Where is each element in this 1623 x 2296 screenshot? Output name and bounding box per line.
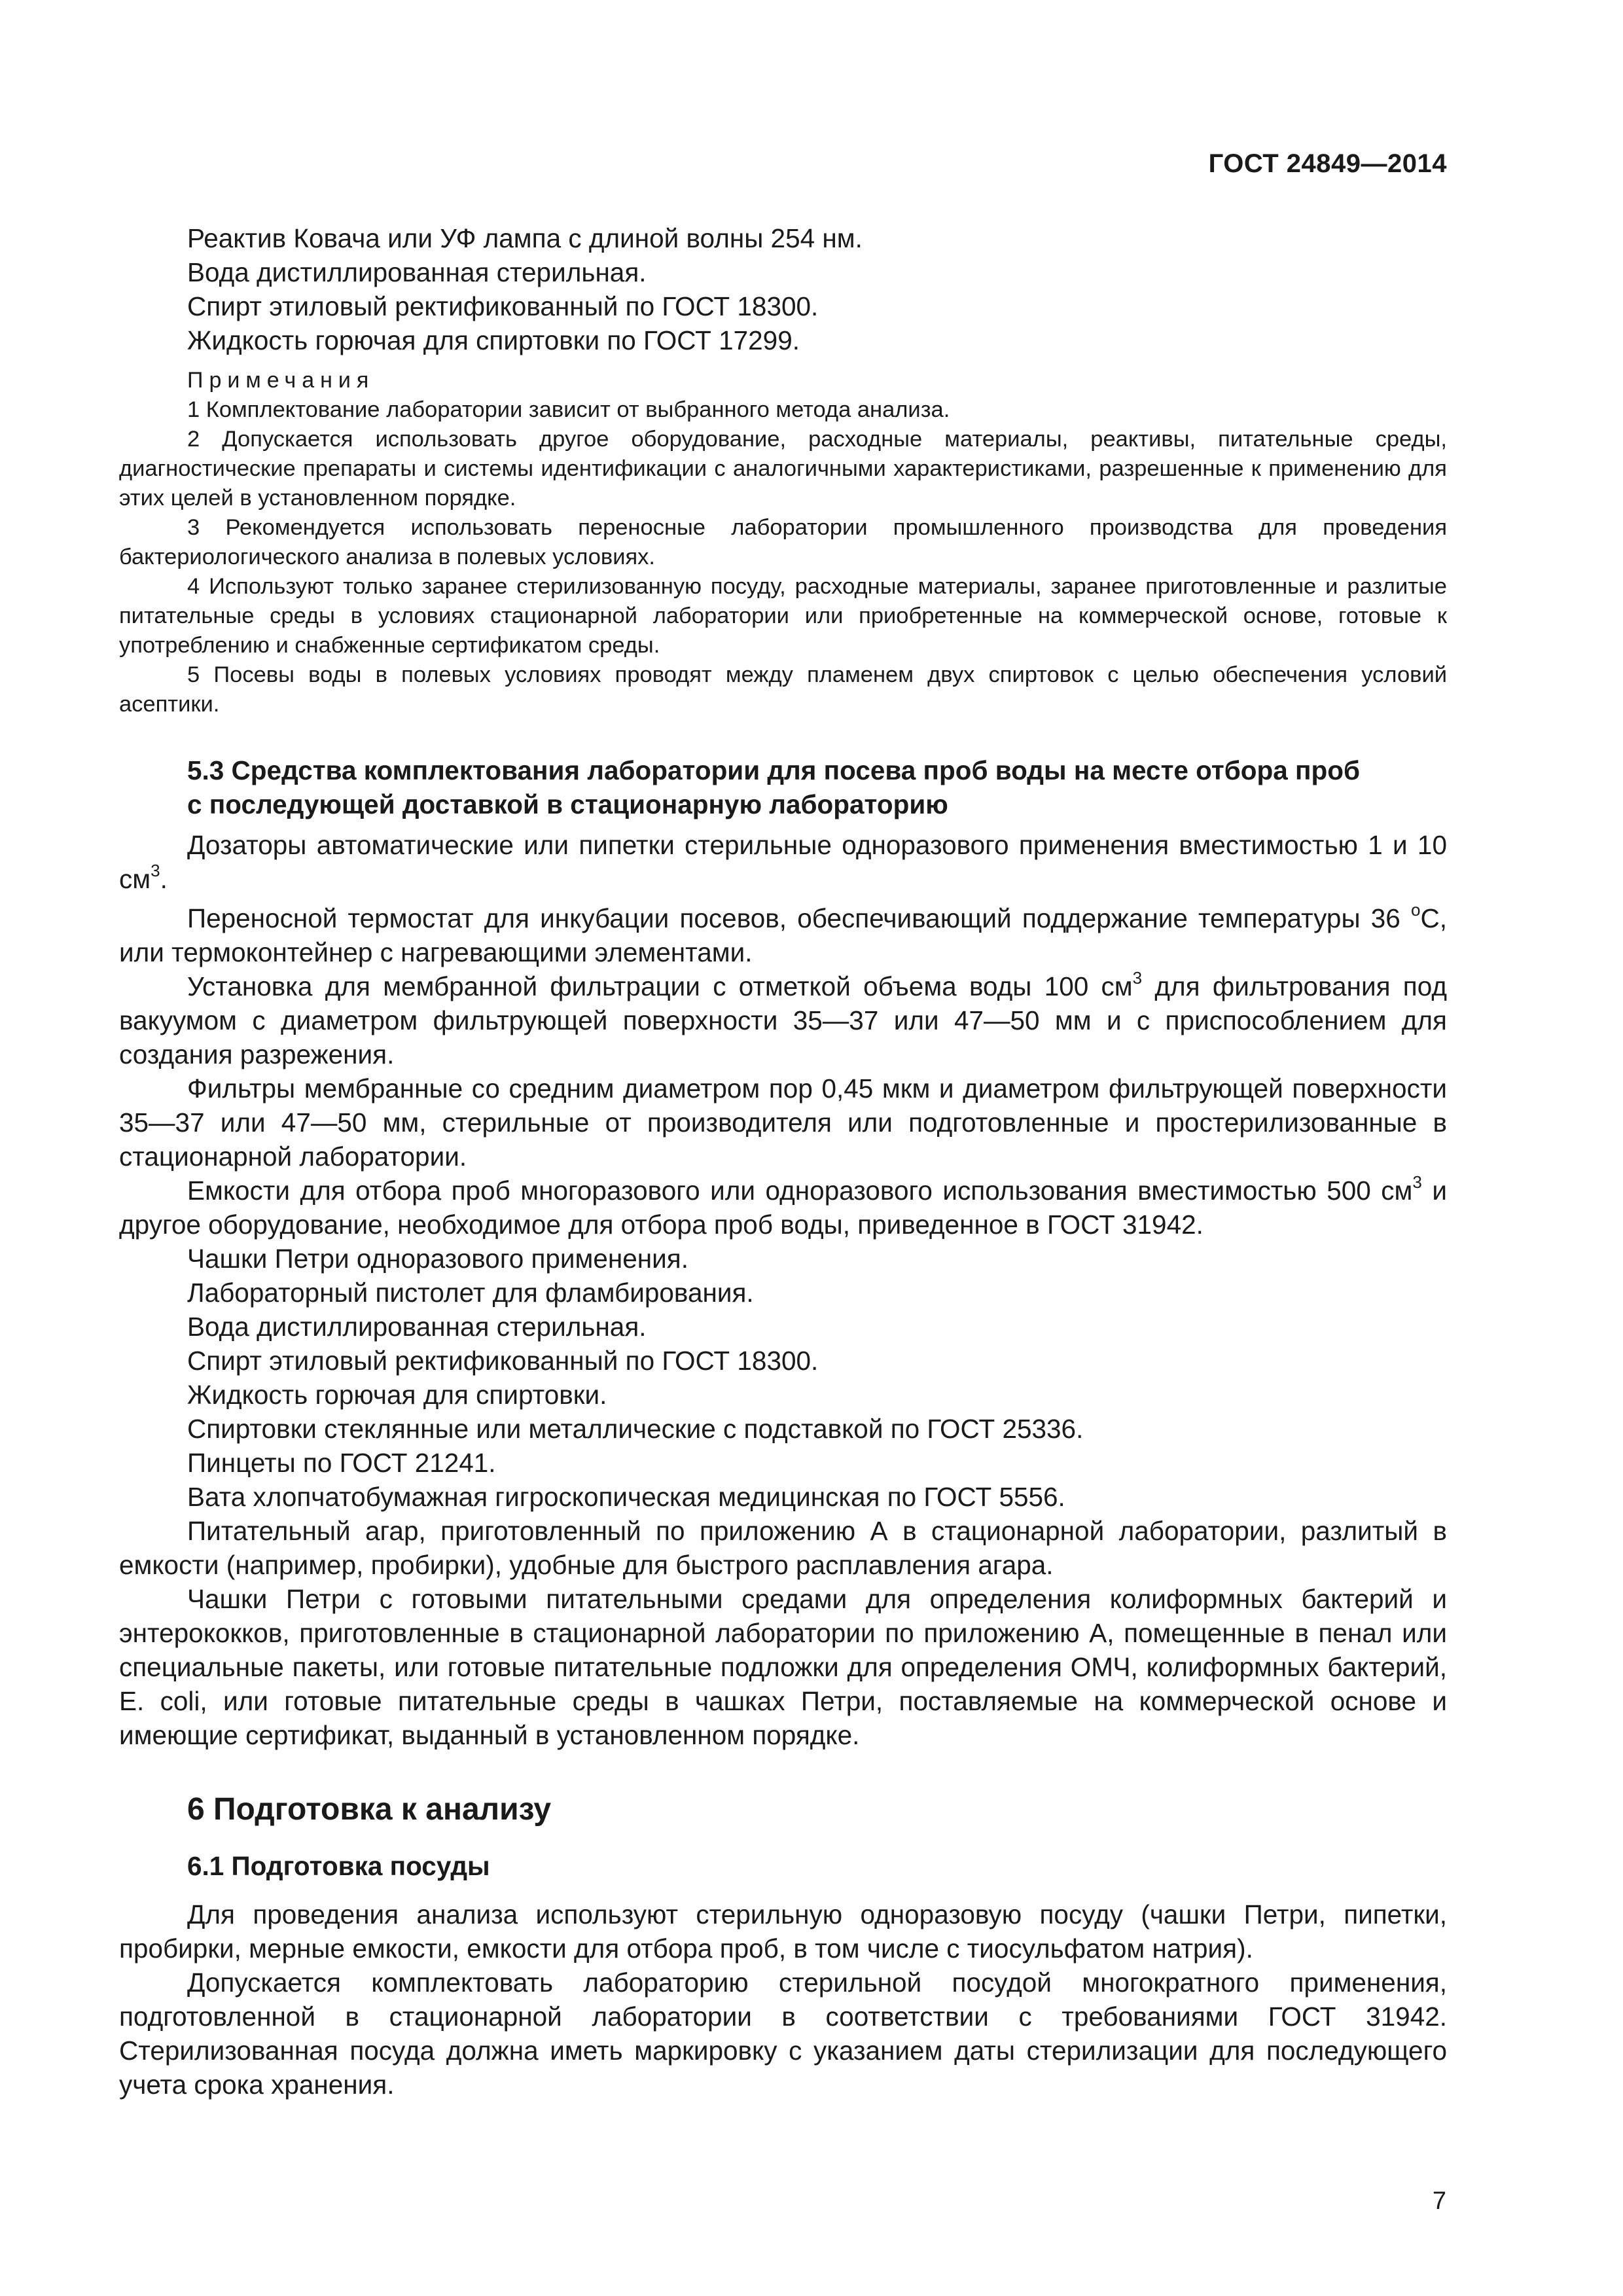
list-item: Жидкость горючая для спиртовки. (187, 1380, 607, 1410)
standard-code-header: ГОСТ 24849—2014 (1208, 149, 1447, 178)
paragraph-agar: Питательный агар, приготовленный по приложению А в стационарной лаборатории, разлитый в емкости (например, пробирки), удобные для быстрого расплавления агара. (119, 1516, 1447, 1580)
superscript: о (1411, 899, 1421, 920)
section-5-3-heading-line2: с последующей доставкой в стационарную лабораторию (187, 789, 948, 819)
paragraph-text: . (160, 864, 168, 894)
superscript: 3 (1412, 1172, 1422, 1192)
list-item: Спиртовки стеклянные или металлические с подставкой по ГОСТ 25336. (187, 1414, 1084, 1444)
paragraph-text: Переносной термостат для инкубации посевов, обеспечивающий поддержание температуры 36 (187, 903, 1412, 933)
page-content (119, 221, 1447, 2102)
note-item: 4 Используют только заранее стерилизованную посуду, расходные материалы, заранее приготовленные и разлитые питательные среды в условиях стационарной лаборатории или приобретенные на коммерческой основе, готовые к употреблению и снабженные сертификатом среды. (119, 574, 1447, 658)
paragraph-reusable-ware: Допускается комплектовать лабораторию стерильной посудой многократного применения, подготовленной в стационарной лаборатории в соответствии с требованиями ГОСТ 31942. Стерилизованная посуда должна иметь маркировку с указанием даты стерилизации для последующего учета срока хранения. (119, 1967, 1447, 2100)
paragraph-text: Установка для мембранной фильтрации с отметкой объема воды 100 см (187, 971, 1133, 1001)
list-item: Вода дистиллированная стерильная. (187, 257, 647, 287)
note-item: 5 Посевы воды в полевых условиях проводят между пламенем двух спиртовок с целью обеспечения условий асептики. (119, 662, 1447, 717)
list-item: Лабораторный пистолет для фламбирования. (187, 1278, 754, 1308)
list-item: Пинцеты по ГОСТ 21241. (187, 1448, 496, 1478)
list-item: Чашки Петри одноразового применения. (187, 1244, 688, 1274)
paragraph-text: Дозаторы автоматические или пипетки стерильные одноразового применения вместимостью 1 и 10 см (119, 830, 1447, 894)
paragraph-text: и другое оборудование, необходимое для отбора проб воды, приведенное в ГОСТ 31942. (119, 1175, 1447, 1240)
superscript: 3 (151, 860, 160, 880)
section-5-3-heading-line1: 5.3 Средства комплектования лаборатории для посева проб воды на месте отбора проб (187, 755, 1360, 785)
paragraph-text: для фильтрования под вакуумом с диаметром фильтрующей поверхности 35—37 или 47—50 мм и с приспособлением для создания разрежения. (119, 971, 1447, 1069)
list-item: Спирт этиловый ректификованный по ГОСТ 18300. (187, 1346, 819, 1376)
paragraph-disposable-ware: Для проведения анализа используют стерильную одноразовую посуду (чашки Петри, пипетки, пробирки, мерные емкости, емкости для отбора проб, в том числе с тиосульфатом натрия). (119, 1899, 1447, 1964)
note-item: 2 Допускается использовать другое оборудование, расходные материалы, реактивы, питательные среды, диагностические препараты и системы идентификации с аналогичными характеристиками, разрешенные к применению для этих целей в установленном порядке. (119, 427, 1447, 511)
paragraph-filtration (119, 969, 1447, 1071)
notes-title: Примечания (187, 368, 375, 393)
paragraph-text: Емкости для отбора проб многоразового или одноразового использования вместимостью 500 см (187, 1175, 1413, 1206)
section-5-3-heading (187, 753, 1447, 821)
note-item: 3 Рекомендуется использовать переносные лаборатории промышленного производства для проведения бактериологического анализа в полевых условиях. (119, 515, 1447, 569)
list-item: Жидкость горючая для спиртовки по ГОСТ 17299. (187, 325, 800, 355)
list-item: Вода дистиллированная стерильная. (187, 1312, 647, 1342)
paragraph-filters: Фильтры мембранные со средним диаметром пор 0,45 мкм и диаметром фильтрующей поверхности 35—37 или 47—50 мм, стерильные от производителя или подготовленные и простерилизованные в стационарной лаборатории. (119, 1073, 1447, 1172)
section-6-heading: 6 Подготовка к анализу (187, 1792, 552, 1827)
paragraph-dispensers (119, 828, 1447, 896)
list-item: Спирт этиловый ректификованный по ГОСТ 18300. (187, 291, 819, 321)
paragraph-thermostat (119, 901, 1447, 969)
section-6-1-heading: 6.1 Подготовка посуды (187, 1851, 490, 1881)
superscript: 3 (1132, 967, 1143, 988)
page-number: 7 (1432, 2187, 1446, 2215)
list-item: Реактив Ковача или УФ лампа с длиной волны 254 нм. (187, 223, 863, 253)
note-item: 1 Комплектование лаборатории зависит от выбранного метода анализа. (187, 397, 950, 422)
paragraph-petri-dishes: Чашки Петри с готовыми питательными средами для определения колиформных бактерий и энтерококков, приготовленные в стационарной лаборатории по приложению А, помещенные в пенал или специальные пакеты, или готовые питательные подложки для определения ОМЧ, колиформных бактерий, E. coli, или готовые питательные среды в чашках Петри, поставляемые на коммерческой основе и имеющие сертификат, выданный в установленном порядке. (119, 1584, 1447, 1750)
paragraph-text: С, или термоконтейнер с нагревающими элементами. (119, 903, 1447, 967)
list-item: Вата хлопчатобумажная гигроскопическая медицинская по ГОСТ 5556. (187, 1482, 1065, 1512)
paragraph-containers (119, 1174, 1447, 1242)
